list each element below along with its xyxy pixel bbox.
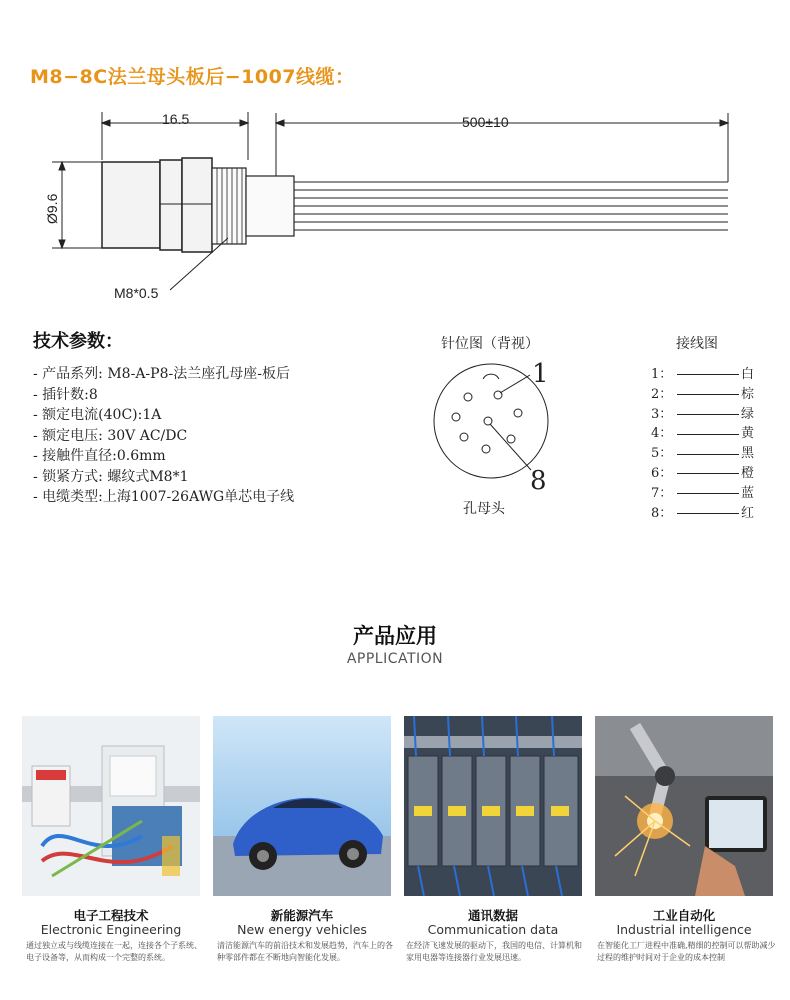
pin-label-1: 1 [532, 359, 549, 389]
app-caption-en: Industrial intelligence [616, 922, 752, 937]
dim-diameter: Ø9.6 [44, 193, 60, 224]
wiring-row: 8： 红 [651, 505, 755, 521]
app-caption-desc: 在智能化工厂进程中准确,精细的控制可以帮助减少过程的维护时间对于企业的成本控制 [597, 941, 776, 962]
spec-item: - 额定电流(40C):1A [33, 407, 162, 423]
dim-thread: M8*0.5 [114, 285, 159, 301]
wiring-row: 6： 橙 [651, 465, 755, 481]
spec-item: - 电缆类型:上海1007-26AWG单芯电子线 [33, 489, 295, 505]
app-caption-zh: 新能源汽车 [270, 908, 334, 923]
app-caption-desc: 通过独立或与线缆连接在一起，连接各个子系统、电子设备等，从而构成一个完整的系统。 [26, 941, 202, 962]
wiring-row: 1： 白 [651, 367, 755, 382]
wiring-row: 5： 黑 [651, 446, 755, 462]
spec-item: - 锁紧方式: 螺纹式M8*1 [33, 468, 189, 485]
page-title: M8−8C法兰母头板后−1007线缆： [30, 66, 355, 88]
app-caption-en: Electronic Engineering [40, 922, 182, 937]
app-image-communication [404, 716, 582, 896]
app-caption-desc: 在经济飞速发展的驱动下，我国的电信、计算机和家用电器等连接器行业发展迅速。 [406, 941, 582, 962]
dim-cable-length: 500±10 [462, 114, 509, 130]
wiring-row: 2： 棕 [651, 386, 755, 402]
wiring-row: 4： 黄 [651, 426, 755, 442]
spec-item: - 额定电压: 30V AC/DC [33, 427, 188, 444]
connector-drawing [0, 95, 790, 310]
wiring-row: 7： 蓝 [651, 485, 755, 501]
spec-item: - 产品系列: M8-A-P8-法兰座孔母座-板后 [33, 366, 290, 382]
app-caption-zh: 工业自动化 [652, 908, 716, 923]
spec-item: - 接触件直径:0.6mm [33, 448, 166, 464]
pin-label-8: 8 [530, 466, 547, 496]
dim-length: 16.5 [162, 111, 190, 127]
wiring-heading: 接线图 [676, 336, 718, 352]
app-image-vehicle [213, 716, 391, 896]
app-caption-en: Communication data [427, 922, 559, 937]
app-image-electronics [22, 716, 200, 896]
app-image-industrial [595, 716, 773, 896]
pin-diagram [420, 355, 570, 525]
app-caption-desc: 清洁能源汽车的前沿技术和发展趋势，汽车上的各种零部件都在不断地向智能化发展。 [217, 941, 393, 962]
specs-list [33, 364, 294, 508]
application-subheading: APPLICATION [346, 651, 444, 667]
wiring-list [651, 365, 754, 523]
application-heading: 产品应用 [353, 624, 437, 648]
app-caption-zh: 通讯数据 [467, 908, 518, 923]
pin-diagram-caption: 孔母头 [463, 501, 505, 517]
pin-diagram-heading: 针位图（背视） [441, 336, 539, 352]
wiring-row: 3： 绿 [651, 406, 755, 422]
spec-item: - 插针数:8 [33, 386, 98, 403]
specs-heading: 技术参数： [33, 331, 123, 352]
app-caption-zh: 电子工程技术 [73, 908, 149, 923]
app-caption-en: New energy vehicles [237, 922, 367, 937]
